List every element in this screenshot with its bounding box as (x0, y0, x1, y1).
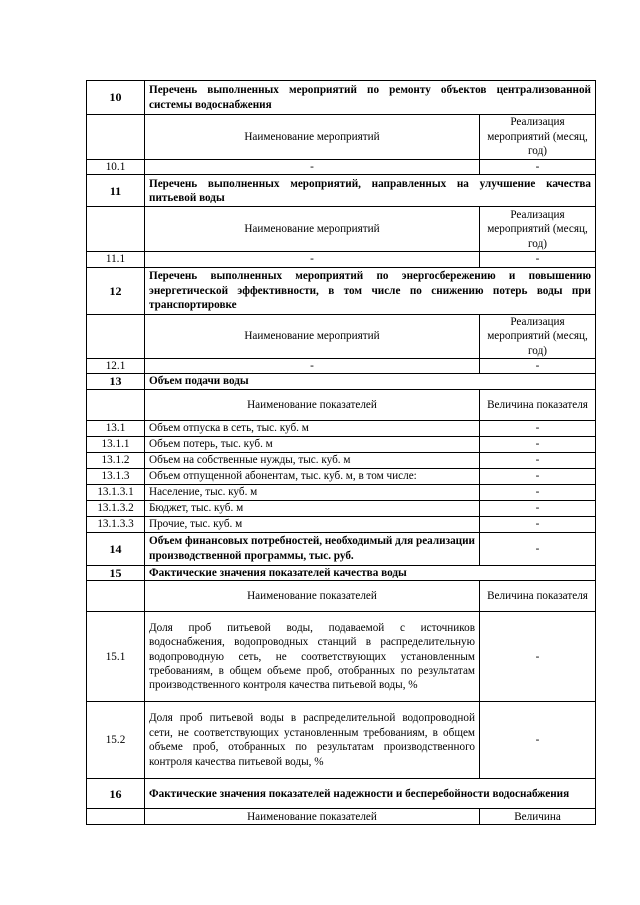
column-header-row (87, 389, 596, 420)
row-number: 11.1 (87, 252, 145, 267)
section-row-10 (87, 81, 596, 115)
column-header-value: Реализация мероприятий (месяц, год) (480, 314, 596, 358)
row-name: Доля проб питьевой воды, подаваемой с источников водоснабжения, водопроводных станций в распределительную водопроводную сеть, не соответствующих установленным требованиям, в общем объеме проб, отобранных по результатам производственного контроля качества питьевой воды, % (145, 612, 480, 702)
row-value: - (480, 359, 596, 374)
row-name: Объем отпущенной абонентам, тыс. куб. м, в том числе: (145, 468, 480, 484)
table-row (87, 160, 596, 175)
column-header-value: Величина (480, 809, 596, 825)
section-title: Перечень выполненных мероприятий по энергосбережению и повышению энергетической эффективности, в том числе по снижению потерь воды при транспортировке (145, 267, 596, 314)
column-header-name: Наименование показателей (145, 389, 480, 420)
column-header-value: Величина показателя (480, 389, 596, 420)
row-value: - (480, 516, 596, 532)
column-header-name: Наименование показателей (145, 809, 480, 825)
table-row (87, 436, 596, 452)
empty-cell (87, 581, 145, 612)
section-title: Фактические значения показателей надежности и бесперебойности водоснабжения (145, 779, 596, 809)
column-header-row (87, 115, 596, 160)
table-row (87, 484, 596, 500)
row-number: 13.1.3.2 (87, 500, 145, 516)
row-value: - (480, 612, 596, 702)
section-number: 16 (87, 779, 145, 809)
row-name: Объем отпуска в сеть, тыс. куб. м (145, 420, 480, 436)
section-row-15 (87, 565, 596, 580)
column-header-row (87, 581, 596, 612)
column-header-row (87, 809, 596, 825)
row-value: - (480, 452, 596, 468)
section-number: 11 (87, 175, 145, 207)
column-header-name: Наименование мероприятий (145, 314, 480, 358)
column-header-value: Реализация мероприятий (месяц, год) (480, 115, 596, 160)
row-name: Бюджет, тыс. куб. м (145, 500, 480, 516)
section-row-14 (87, 532, 596, 565)
empty-cell (87, 314, 145, 358)
row-number: 13.1 (87, 420, 145, 436)
section-number: 10 (87, 81, 145, 115)
row-name: Объем на собственные нужды, тыс. куб. м (145, 452, 480, 468)
empty-cell (87, 809, 145, 825)
row-value: - (480, 436, 596, 452)
section-number: 15 (87, 565, 145, 580)
section-title: Объем финансовых потребностей, необходимый для реализации производственной программы, тыс. руб. (145, 532, 480, 565)
table-row (87, 516, 596, 532)
row-number: 13.1.3 (87, 468, 145, 484)
row-name: Прочие, тыс. куб. м (145, 516, 480, 532)
row-value: - (480, 702, 596, 779)
production-program-table (86, 80, 596, 825)
row-name: Население, тыс. куб. м (145, 484, 480, 500)
column-header-name: Наименование мероприятий (145, 207, 480, 252)
section-title: Перечень выполненных мероприятий по ремонту объектов централизованной системы водоснабжения (145, 81, 596, 115)
row-number: 13.1.3.1 (87, 484, 145, 500)
row-name: - (145, 359, 480, 374)
row-name: Доля проб питьевой воды в распределительной водопроводной сети, не соответствующих установленным требованиям, в общем объеме проб, отобранных по результатам производственного контроля качества питьевой воды, % (145, 702, 480, 779)
row-value: - (480, 160, 596, 175)
empty-cell (87, 207, 145, 252)
section-number: 13 (87, 374, 145, 389)
row-value: - (480, 252, 596, 267)
table-row (87, 702, 596, 779)
column-header-value: Реализация мероприятий (месяц, год) (480, 207, 596, 252)
table-row (87, 420, 596, 436)
column-header-name: Наименование мероприятий (145, 115, 480, 160)
table-row (87, 359, 596, 374)
section-title: Перечень выполненных мероприятий, направленных на улучшение качества питьевой воды (145, 175, 596, 207)
row-value: - (480, 532, 596, 565)
column-header-name: Наименование показателей (145, 581, 480, 612)
section-number: 14 (87, 532, 145, 565)
row-value: - (480, 484, 596, 500)
row-number: 15.2 (87, 702, 145, 779)
column-header-row (87, 207, 596, 252)
section-row-12 (87, 267, 596, 314)
row-number: 12.1 (87, 359, 145, 374)
row-value: - (480, 468, 596, 484)
row-number: 15.1 (87, 612, 145, 702)
section-title: Фактические значения показателей качества воды (145, 565, 596, 580)
row-name: - (145, 252, 480, 267)
row-number: 13.1.3.3 (87, 516, 145, 532)
table-row (87, 452, 596, 468)
empty-cell (87, 115, 145, 160)
section-row-13 (87, 374, 596, 389)
row-number: 13.1.1 (87, 436, 145, 452)
empty-cell (87, 389, 145, 420)
table-row (87, 500, 596, 516)
row-name: - (145, 160, 480, 175)
row-value: - (480, 420, 596, 436)
table-row (87, 468, 596, 484)
row-value: - (480, 500, 596, 516)
row-name: Объем потерь, тыс. куб. м (145, 436, 480, 452)
column-header-row (87, 314, 596, 358)
row-number: 13.1.2 (87, 452, 145, 468)
section-row-11 (87, 175, 596, 207)
table-row (87, 252, 596, 267)
row-number: 10.1 (87, 160, 145, 175)
section-row-16 (87, 779, 596, 809)
column-header-value: Величина показателя (480, 581, 596, 612)
section-number: 12 (87, 267, 145, 314)
section-title: Объем подачи воды (145, 374, 596, 389)
table-row (87, 612, 596, 702)
